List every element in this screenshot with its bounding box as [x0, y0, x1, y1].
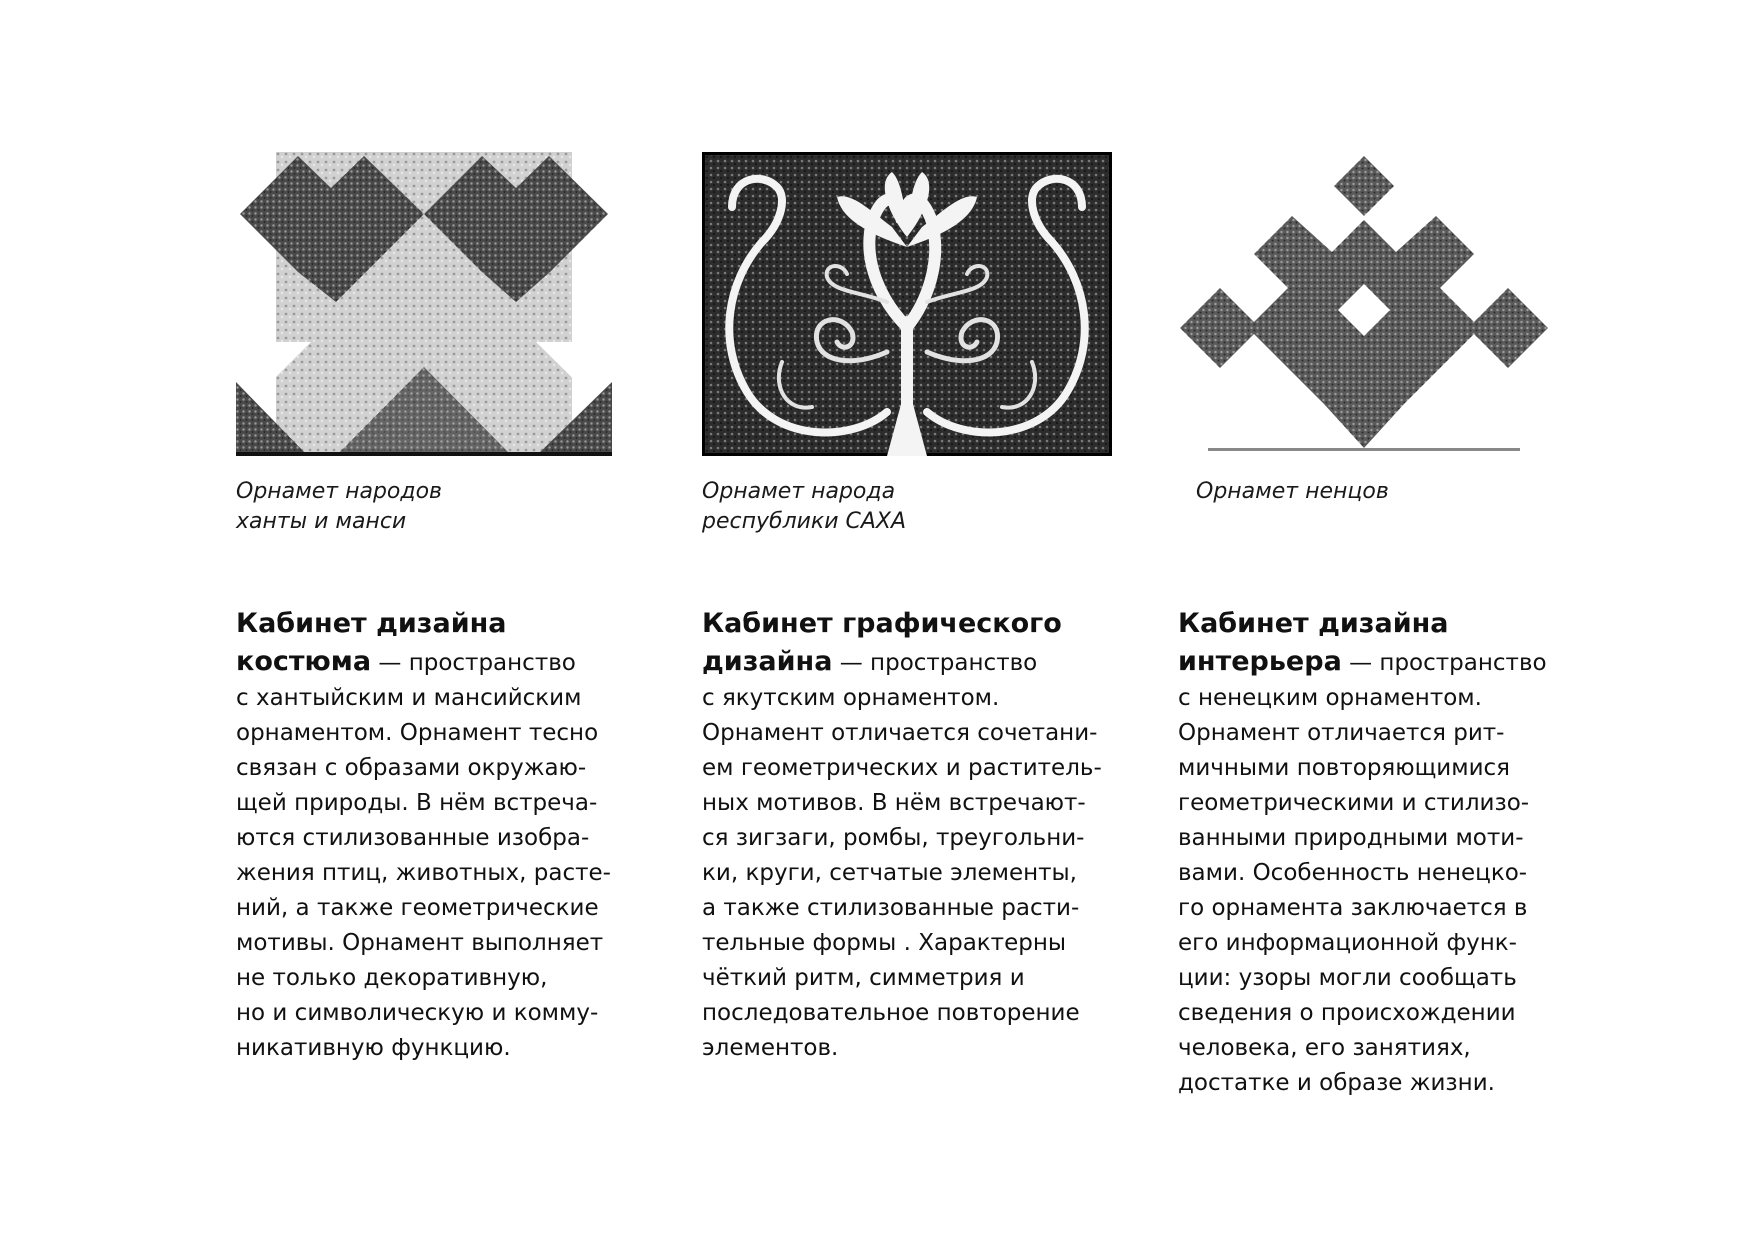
- body-line: последовательное повторение: [702, 1000, 1080, 1026]
- ornament-caption: [702, 477, 1122, 537]
- body-line: с хантыйским и мансийским: [236, 685, 582, 711]
- body-line: с ненецким орнаментом.: [1178, 685, 1482, 711]
- body-line: с якутским орнаментом.: [702, 685, 1000, 711]
- body-line: не только декоративную,: [236, 965, 548, 991]
- body-line: геометрическими и стилизо-: [1178, 790, 1530, 816]
- body-line: чёткий ритм, симметрия и: [702, 965, 1025, 991]
- body-line: тельные формы . Характерны: [702, 930, 1067, 956]
- khanty-mansi-ornament-icon: [236, 152, 612, 456]
- body-line: щей природы. В нём встреча-: [236, 790, 598, 816]
- body-line: орнаментом. Орнамент тесно: [236, 720, 599, 746]
- caption-line: республики САХА: [702, 509, 907, 534]
- body-line: но и символическую и комму-: [236, 1000, 599, 1026]
- ornament-caption: [236, 477, 656, 537]
- room-title-dash: — пространство: [1341, 650, 1547, 676]
- body-line: ных мотивов. В нём встречают-: [702, 790, 1086, 816]
- ornament-caption: [1196, 477, 1616, 507]
- body-line: сведения о происхождении: [1178, 1000, 1516, 1026]
- room-title-word: костюма: [236, 646, 372, 677]
- caption-line: Орнамет народов: [236, 479, 443, 504]
- body-line: мичными повторяющимися: [1178, 755, 1511, 781]
- body-line: Орнамент отличается рит-: [1178, 720, 1505, 746]
- room-title-line: Кабинет графического: [702, 608, 1062, 639]
- room-description: [702, 604, 1122, 1066]
- body-line: ки, круги, сетчатые элементы,: [702, 860, 1077, 886]
- body-line: жения птиц, животных, расте-: [236, 860, 611, 886]
- body-line: а также стилизованные расти-: [702, 895, 1080, 921]
- room-title-dash: — пространство: [832, 650, 1038, 676]
- body-line: никативную функцию.: [236, 1035, 511, 1061]
- caption-line: Орнамет народа: [702, 479, 896, 504]
- room-title-tail: [1178, 646, 1547, 677]
- column-interior-design: [1178, 152, 1550, 1096]
- body-line: ются стилизованные изобра-: [236, 825, 590, 851]
- body-line: ванными природными моти-: [1178, 825, 1524, 851]
- nenets-ornament-icon: [1178, 152, 1550, 456]
- body-line: человека, его занятиях,: [1178, 1035, 1471, 1061]
- body-line: ем геометрических и раститель-: [702, 755, 1102, 781]
- room-title-line: Кабинет дизайна: [1178, 608, 1449, 639]
- room-title-word: интерьера: [1178, 646, 1342, 677]
- body-line: ции: узоры могли сообщать: [1178, 965, 1517, 991]
- caption-line: Орнамет ненцов: [1196, 479, 1389, 504]
- body-line: достатке и образе жизни.: [1178, 1070, 1495, 1096]
- body-line: связан с образами окружаю-: [236, 755, 587, 781]
- body-line: его информационной функ-: [1178, 930, 1517, 956]
- room-description: [236, 604, 656, 1066]
- room-description: [1178, 604, 1598, 1101]
- column-graphic-design: [702, 152, 1112, 1061]
- body-line: элементов.: [702, 1035, 839, 1061]
- body-line: Орнамент отличается сочетани-: [702, 720, 1098, 746]
- room-title-tail: [236, 646, 576, 677]
- room-title-dash: — пространство: [371, 650, 576, 676]
- body-line: ний, а также геометрические: [236, 895, 599, 921]
- body-line: вами. Особенность ненецко-: [1178, 860, 1528, 886]
- sakha-ornament-icon: [702, 152, 1112, 456]
- body-line: го орнамента заключается в: [1178, 895, 1528, 921]
- room-title-tail: [702, 646, 1038, 677]
- caption-line: ханты и манси: [236, 509, 407, 534]
- body-line: ся зигзаги, ромбы, треугольни-: [702, 825, 1085, 851]
- room-title-word: дизайна: [702, 646, 833, 677]
- column-costume-design: [236, 152, 612, 1061]
- body-line: мотивы. Орнамент выполняет: [236, 930, 604, 956]
- room-title-line: Кабинет дизайна: [236, 608, 507, 639]
